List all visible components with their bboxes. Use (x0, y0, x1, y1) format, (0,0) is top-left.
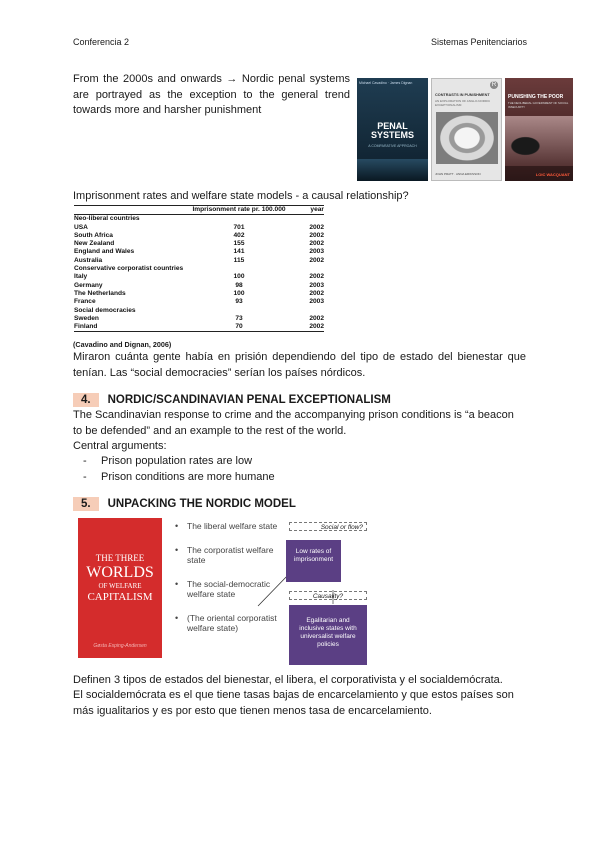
col-rate-header: Imprisonment rate pr. 100.000 (192, 206, 286, 213)
group-header: Neo-liberal countries (74, 215, 140, 223)
causality-label: Causality? (289, 591, 367, 600)
central-arguments-label: Central arguments: (73, 440, 167, 452)
col-year-header: year (310, 206, 324, 213)
book-cover-contrasts (431, 78, 502, 181)
table-row: Finland 70 2002 (74, 323, 324, 331)
book1-title: PENAL SYSTEMS (370, 121, 414, 140)
section5-heading (73, 498, 296, 510)
group-header: Conservative corporatist countries (74, 265, 184, 273)
list-item: - Prison conditions are more humane (73, 470, 275, 486)
table-row: Australia 115 2002 (74, 256, 324, 264)
book1-authors: Michael Cavadino · James Dignan (359, 81, 413, 85)
book4-author: Gøsta Esping-Andersen (93, 643, 147, 649)
rates-heading: Imprisonment rates and welfare state models - a causal relationship? (73, 190, 409, 202)
book4-line1: THE THREE (95, 553, 145, 563)
list-item: • (The oriental corporatist welfare state) (175, 613, 277, 633)
table-row: Sweden 73 2002 (74, 314, 324, 322)
egalitarian-states-box: Egalitarian and inclusive states with universalist welfare policies (289, 605, 367, 665)
section5-number: 5. (73, 497, 99, 511)
section4-heading (73, 394, 391, 406)
intro-paragraph: From the 2000s and onwards → Nordic penal systems are portrayed as the exception to the general trend towards more and harsher punishment (73, 73, 350, 116)
section4-text: The Scandinavian response to crime and the accompanying prison conditions is “a beacon to be defended” and an example to the rest of the world. (73, 409, 514, 437)
header-subject: Sistemas Penitenciarios (430, 37, 527, 47)
table-row: Italy 100 2002 (74, 273, 324, 281)
book4-line4: CAPITALISM (87, 591, 153, 603)
rates-note: Miraron cuánta gente había en prisión dependiendo del tipo de estado del bienestar que tenían. Las “social democracies” serían los países nórdicos. (73, 351, 526, 379)
list-item: • The social-democratic welfare state (175, 579, 271, 599)
book-cover-penal-systems (357, 78, 428, 181)
book2-badge: R (491, 82, 497, 88)
section5-note-2: El socialdemócrata es el que tiene tasas bajas de encarcelamiento y que estos países son más igualitarios y es por esto que tienen menos tasa de encarcelamiento. (73, 689, 514, 717)
list-item: • The liberal welfare state (175, 521, 278, 531)
book2-photo (436, 112, 498, 164)
table-row: The Netherlands 100 2002 (74, 289, 324, 297)
table-row: USA 701 2002 (74, 223, 324, 231)
list-item: - Prison population rates are low (73, 454, 275, 470)
group-header: Social democracies (74, 306, 136, 314)
table-row: France 93 2003 (74, 298, 324, 306)
low-rates-box: Low rates of imprisonment (286, 540, 341, 582)
book4-line3: OF WELFARE (98, 582, 142, 590)
table-source: (Cavadino and Dignan, 2006) (73, 340, 172, 349)
book1-subtitle: A COMPARATIVE APPROACH (368, 144, 417, 148)
table-row: New Zealand 155 2002 (74, 240, 324, 248)
section4-number: 4. (73, 393, 99, 407)
table-row: England and Wales 141 2003 (74, 248, 324, 256)
book3-title: PUNISHING THE POOR (508, 94, 564, 100)
section5-title: UNPACKING THE NORDIC MODEL (107, 498, 296, 510)
table-row: South Africa 402 2002 (74, 231, 324, 239)
book3-authors: LOIC WACQUANT (535, 172, 570, 177)
arguments-list (73, 454, 275, 485)
book2-subtitle: AN EXPLORATION OF ANGLO-NORDIC EXCEPTIONALISM (435, 99, 491, 107)
book4-line2: WORLDS (86, 564, 154, 581)
book2-title: CONTRASTS IN PUNISHMENT (435, 93, 490, 97)
header-course: Conferencia 2 (73, 37, 130, 47)
book-cover-three-worlds (78, 518, 162, 658)
section5-note-1: Definen 3 tipos de estados del bienestar, el libera, el corporativista y el socialdemócrata. (73, 674, 503, 686)
table-row: Germany 98 2003 (74, 281, 324, 289)
rates-table (74, 205, 324, 332)
social-or-flow-label: Social or flow? (289, 522, 367, 531)
book3-subtitle: THE NEOLIBERAL GOVERNMENT OF SOCIAL INSECURITY (508, 101, 569, 109)
book2-authors: JOHN PRATT · ANNA ERIKSSON (435, 172, 481, 176)
book-cover-punishing-poor (505, 78, 573, 181)
list-item: • The corporatist welfare state (175, 545, 274, 565)
section4-title: NORDIC/SCANDINAVIAN PENAL EXCEPTIONALISM (107, 394, 391, 406)
book3-photo (505, 116, 573, 166)
